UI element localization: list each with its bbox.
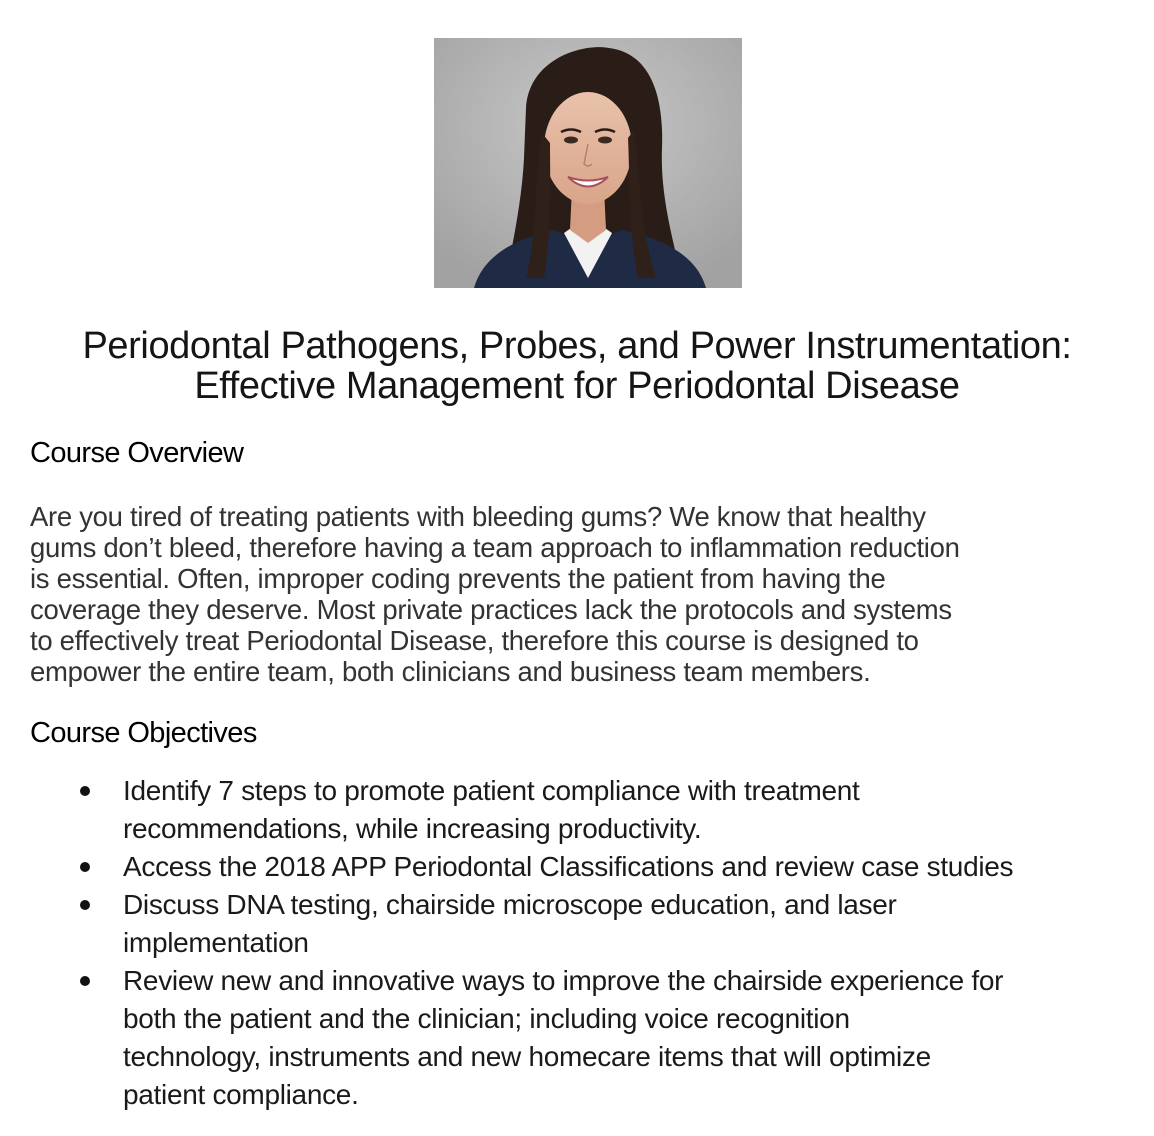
presenter-photo xyxy=(434,38,742,288)
course-overview-text xyxy=(30,501,1140,687)
bullet-icon xyxy=(80,976,90,986)
overview-line: empower the entire team, both clinicians and business team members. xyxy=(30,656,871,687)
objective-line: both the patient and the clinician; including voice recognition xyxy=(123,1003,850,1034)
objective-line: Discuss DNA testing, chairside microscope education, and laser xyxy=(123,889,897,920)
objective-line: patient compliance. xyxy=(123,1079,359,1110)
overview-line: gums don’t bleed, therefore having a team approach to inflammation reduction xyxy=(30,532,960,563)
objective-item xyxy=(0,962,1154,1114)
course-objectives-heading: Course Objectives xyxy=(30,717,257,749)
course-overview-heading: Course Overview xyxy=(30,437,244,469)
objective-line: recommendations, while increasing productivity. xyxy=(123,813,702,844)
course-title xyxy=(0,326,1154,406)
objective-item xyxy=(0,848,1154,886)
course-objectives-list xyxy=(0,772,1154,1114)
overview-line: to effectively treat Periodontal Disease, therefore this course is designed to xyxy=(30,625,919,656)
course-title-line-2: Effective Management for Periodontal Disease xyxy=(194,365,960,407)
objective-line: Identify 7 steps to promote patient compliance with treatment xyxy=(123,775,860,806)
bullet-icon xyxy=(80,862,90,872)
objective-line: Access the 2018 APP Periodontal Classifications and review case studies xyxy=(123,851,1014,882)
course-title-line-1: Periodontal Pathogens, Probes, and Power Instrumentation: xyxy=(82,325,1072,367)
objective-item xyxy=(0,886,1154,962)
bullet-icon xyxy=(80,786,90,796)
overview-line: is essential. Often, improper coding prevents the patient from having the xyxy=(30,563,886,594)
overview-line: coverage they deserve. Most private practices lack the protocols and systems xyxy=(30,594,952,625)
objective-line: Review new and innovative ways to improve the chairside experience for xyxy=(123,965,1004,996)
presenter-portrait-illustration xyxy=(434,38,742,288)
overview-line: Are you tired of treating patients with bleeding gums? We know that healthy xyxy=(30,501,926,532)
bullet-icon xyxy=(80,900,90,910)
objective-item xyxy=(0,772,1154,848)
objective-line: implementation xyxy=(123,927,309,958)
objective-line: technology, instruments and new homecare items that will optimize xyxy=(123,1041,931,1072)
